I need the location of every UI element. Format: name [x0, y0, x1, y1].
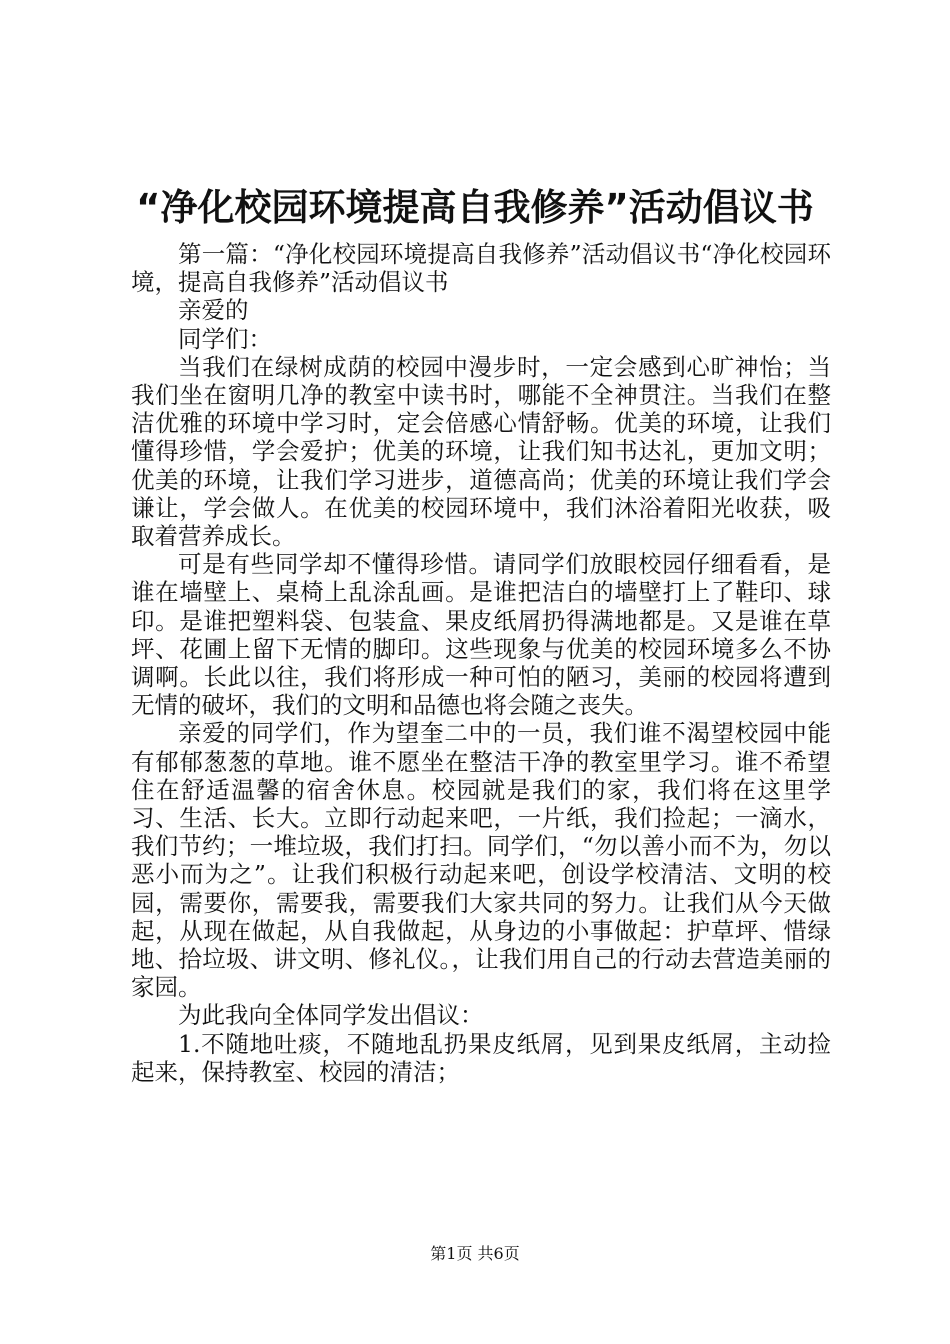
paragraph-environment: 当我们在绿树成荫的校园中漫步时，一定会感到心旷神怡；当我们坐在窗明几净的教室中读书时，哪能不全神贯注。当我们在整洁优雅的环境中学习时，定会倍感心情舒畅。优美的环境，让我们懂得珍惜，学会爱护；优美的环境，让我们知书达礼，更加文明；优美的环境，让我们学习进步，道德高尚；优美的环境让我们学会谦让，学会做人。在优美的校园环境中，我们沐浴着阳光收获，吸取着营养成长。: [131, 352, 831, 551]
paragraph-proposal-intro: 为此我向全体同学发出倡议：: [178, 1001, 484, 1030]
paragraph-intro: 第一篇：“净化校园环境提高自我修养”活动倡议书“净化校园环境，提高自我修养”活动倡议书: [131, 240, 831, 297]
paragraph-addressee: 同学们：: [178, 324, 272, 353]
page-footer: 第1页 共6页: [430, 1244, 520, 1263]
paragraph-problems: 可是有些同学却不懂得珍惜。请同学们放眼校园仔细看看，是谁在墙壁上、桌椅上乱涂乱画。是谁把洁白的墙壁打上了鞋印、球印。是谁把塑料袋、包装盒、果皮纸屑扔得满地都是。又是谁在草坪、花圃上留下无情的脚印。这些现象与优美的校园环境多么不协调啊。长此以往，我们将形成一种可怕的陋习，美丽的校园将遭到无情的破坏，我们的文明和品德也将会随之丧失。: [131, 550, 831, 720]
paragraph-salutation: 亲爱的: [178, 296, 249, 325]
paragraph-proposal-item-1: 1.不随地吐痰，不随地乱扔果皮纸屑，见到果皮纸屑，主动捡起来，保持教室、校园的清洁；: [131, 1029, 831, 1086]
document-title: “净化校园环境提高自我修养”活动倡议书: [136, 186, 814, 229]
document-body: [131, 240, 831, 1086]
paragraph-call-to-action: 亲爱的同学们，作为望奎二中的一员，我们谁不渴望校园中能有郁郁葱葱的草地。谁不愿坐在整洁干净的教室里学习。谁不希望住在舒适温馨的宿舍休息。校园就是我们的家，我们将在这里学习、生活、长大。立即行动起来吧，一片纸，我们捡起；一滴水，我们节约；一堆垃圾，我们打扫。同学们，“勿以善小而不为，勿以恶小而为之”。让我们积极行动起来吧，创设学校清洁、文明的校园，需要你，需要我，需要我们大家共同的努力。让我们从今天做起，从现在做起，从自我做起，从身边的小事做起：护草坪、惜绿地、拾垃圾、讲文明、修礼仪。，让我们用自己的行动去营造美丽的家园。: [131, 719, 831, 1002]
